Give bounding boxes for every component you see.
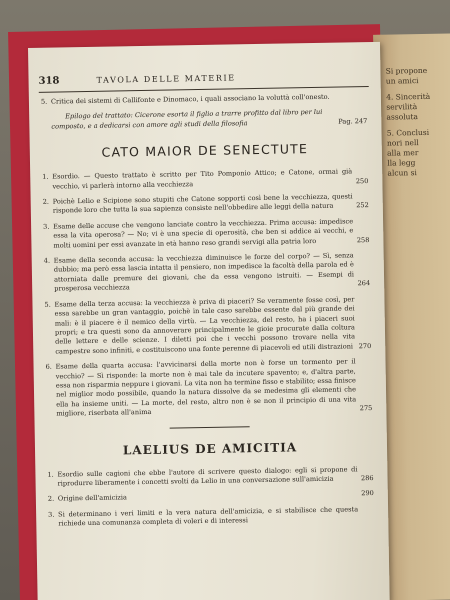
entry-page: 264 (357, 279, 371, 288)
running-head: TAVOLA DELLE MATERIE (96, 73, 236, 85)
entry-page: 252 (356, 201, 369, 210)
toc-entry (41, 92, 367, 107)
entry-text: Poichè Lelio e Scipione sono stupiti che Catone sopporti così bene la vecchiezza, questi risponde loro che tutta la sua sapienza consiste nell'obbedire alle leggi della natura (52, 192, 353, 216)
facing-page-line: servilità (386, 102, 418, 112)
entry-text: Esame delle accuse che vengono lanciate contro la vecchiezza. Prima accusa: impedisce essa la vita operosa? — No; vi è una specie di operosità, che ben si addice ai vecchi, e molti uomini per essi avanzate in età hanno reso grandi servigi alla patria loro (53, 217, 354, 250)
entry-page: 286 (360, 474, 374, 483)
entry-text: Esordio sulle cagioni che ebbe l'autore di scrivere questo dialogo: egli si propone di riprodurre liberamente i concetti svolti da Lelio in una conversazione sull'amicizia (57, 464, 358, 488)
facing-page-text (386, 65, 450, 178)
page-number: 318 (38, 75, 60, 87)
entry-number: 1. (47, 470, 54, 479)
toc-entry (47, 465, 373, 489)
book-page (28, 42, 390, 600)
toc-entry (48, 505, 374, 529)
entry-text: Critica dei sistemi di Callifonte e Dinomaco, i quali associano la voluttà coll'onesto. (50, 92, 330, 106)
epilog-label: Epilogo del trattato: (65, 111, 133, 121)
entry-number: 2. (47, 494, 55, 504)
entry-number: 2. (42, 197, 50, 206)
facing-page-line: 5. Conclusi (386, 127, 430, 138)
section-title: CATO MAIOR DE SENECTUTE (101, 141, 309, 160)
entry-text: Esame della quarta accusa: l'avvicinarsi della morte non è forse un tormento per il vecchio? — Sì risponde: la morte non è mai tale da incutere spavento; e, d'altra parte, essa non risparmia neppure i giovani. La vita non ha termine fisso e stabilito; essa finisce nel miglior modo possibile, quando la natura dissolve da se medesima gli elementi che ella ha insieme uniti. — La morte, del resto, altro non è se non il principio di una vita migliore, riserbata all'anima (55, 357, 357, 418)
toc-entry (44, 251, 371, 294)
entry-page: 250 (355, 176, 369, 185)
facing-page-line: alcun si (387, 168, 417, 178)
entry-page: 270 (358, 341, 372, 350)
facing-page-line: assoluta (386, 112, 418, 122)
entry-text: Si determinano i veri limiti e la vera natura dell'amicizia, e si stabilisce che questa richiede una comunanza completa di voleri e di interessi (58, 505, 359, 528)
toc-entry (43, 192, 369, 216)
entry-page: 275 (359, 404, 373, 413)
entry-number: 4. (43, 256, 51, 265)
entry-page: 290 (361, 489, 374, 498)
toc-entry (44, 295, 371, 357)
facing-page-line: un amici (385, 76, 419, 86)
toc-entry (43, 217, 369, 251)
entry-page: 258 (356, 235, 370, 244)
entry-text: Origine dell'amicizia (57, 493, 127, 503)
section-title: LAELIUS DE AMICITIA (122, 439, 298, 457)
facing-page-line: nori nell (386, 138, 419, 148)
entry-text: Esame della seconda accusa: la vecchiezza diminuisce le forze del corpo? — Sì, senza dubbio; ma però essa lascia intatta il pensiero, non impedisce la facoltà della parola ed è attorniata dalle premure dei giovani, che da essa vengono istruiti. — Esempi di prosperosa vecchiezza (53, 251, 355, 293)
entry-text: Esordio. — Questo trattato è scritto per Tito Pomponio Attico; e Catone, ormai già vecchio, vi parlerà intorno alla vecchiezza (52, 167, 353, 191)
entry-number: 5. (44, 300, 51, 309)
entry-number: 1. (42, 172, 49, 181)
section-divider (170, 426, 250, 428)
toc-entry (42, 167, 368, 191)
epilog-text: Cicerone esorta il figlio a trarre profitto dal libro per lui composto, e a dedicarsi con amore agli studi della filosofia (51, 108, 323, 131)
toc-entry (48, 489, 374, 504)
facing-page-line: lla legg (387, 158, 416, 168)
sections (42, 140, 375, 529)
facing-page-line: alla mer (387, 148, 419, 158)
entry-number: 6. (45, 362, 52, 371)
epilog-page: Pag. 247 (338, 116, 368, 126)
entry-number: 3. (48, 510, 55, 519)
table-of-contents (41, 92, 375, 535)
entry-number: 3. (43, 222, 50, 231)
epilog-entry (51, 108, 368, 132)
facing-page-line: 4. Sincerità (386, 91, 431, 102)
facing-page-line: Si propone (385, 65, 428, 76)
entry-number: 5. (40, 97, 48, 106)
entry-text: Esame della terza accusa: la vecchiezza è priva di piaceri? Se veramente fosse così, per essa sarebbe un gran vantaggio, poichè in tale caso sarebbe essente dal più grande dei mali: è il piacere è il nemico della virtù. — La vecchiezza, del resto, ha i piaceri suoi propri; e tra questi sono da annoverare principalmente le gioie procurate dalla coltura delle lettere e delle scienze. I diletti poi che i vecchi possono trovare nella vita campestre sono infiniti, e costituiscono una fonte perenne di piacevoli ed utili distrazioni (54, 295, 356, 356)
toc-entry (45, 357, 372, 419)
